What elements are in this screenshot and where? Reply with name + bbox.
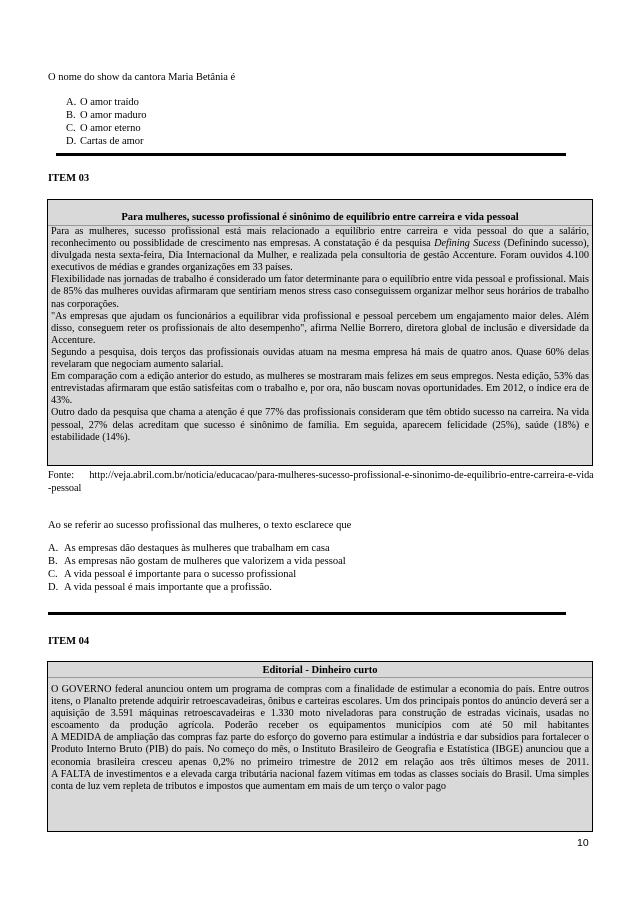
divider xyxy=(56,153,566,156)
paragraph: A MEDIDA de ampliação das compras faz parte do esforço do governo para estimular a indústria e dar subsídios para fortalecer o Produto Interno Bruto (PIB) do país. No começo do mês, o Instituto Brasileiro de Geografia e Estatística (IBGE) anunciou que a economia brasileira cresceu apenas 0,2% no primeiro trimestre de 2012 em relação aos três últimos meses de 2011. xyxy=(51,732,589,768)
item03-options xyxy=(48,542,346,594)
paragraph: Flexibilidade nas jornadas de trabalho é considerado um fator determinante para o equilíbrio entre vida pessoal e profissional. Mais de 85% das mulheres ouvidas afirmaram que sentiriam menos stress caso conseguissem organizar melhor seus horários de trabalho nas corporações. xyxy=(51,274,589,310)
paragraph: Segundo a pesquisa, dois terços das profissionais ouvidas atuam na mesma empresa há mais de quatro anos. Quase 60% delas revelaram que negociam aumento salarial. xyxy=(51,346,589,371)
option-b: B. As empresas não gostam de mulheres que valorizem a vida pessoal xyxy=(48,556,346,567)
paragraph: Em comparação com a edição anterior do estudo, as mulheres se mostraram mais felizes em seus empregos. Nesta edição, 53% das entrevistadas afirmaram que estão satisfeitas com o trabalho e, por ora, não buscam novas oportunidades. Em 2012, o índice era de 43%. xyxy=(51,371,589,407)
option-b: B. O amor maduro xyxy=(66,110,147,121)
option-a: A. O amor traído xyxy=(66,97,139,108)
item02-options xyxy=(66,96,146,148)
item02-question: O nome do show da cantora Maria Betânia é xyxy=(48,72,236,83)
paragraph: Outro dado da pesquisa que chama a atenção é que 77% das profissionais consideram que têm obtido sucesso na carreira. Na vida pessoal, 27% delas acreditam que sucesso é sinônimo de família. Em seguida, aparecem felicidade (25%), saúde (18%) e estabilidade (14%). xyxy=(51,407,589,443)
source-url: http://veja.abril.com.br/noticia/educacao/para-mulheres-sucesso-profissional-e-sinonimo-de-equilibrio-entre-carreira-e-vida-pessoal xyxy=(48,470,594,494)
page-number: 10 xyxy=(577,837,589,849)
option-c: C. O amor eterno xyxy=(66,123,141,134)
paragraph: Para as mulheres, sucesso profissional está mais relacionado a equilíbrio entre carreira e vida pessoal do que a salário, reconhecimento ou possiblidade de crescimento nas empresas. A constatação é da pesquisa Defining Sucess (Definindo sucesso), divulgada nesta sexta-feira, Dia Internacional da Mulher, e realizada pela consultoria de gestão Accenture. Foram ouvidos 4.100 executivos de médias e grandes organizações em 33 países. xyxy=(51,226,590,274)
item04-text-box xyxy=(47,661,593,832)
source-citation xyxy=(48,470,594,495)
source-label: Fonte: xyxy=(48,470,75,481)
option-a: A. As empresas dão destaques às mulheres que trabalham em casa xyxy=(48,543,330,554)
paragraph: "As empresas que ajudam os funcionários a equilibrar vida profissional e pessoal percebem um engajamento maior deles. Além disso, conseguem reter os profissionais de alto desempenho", afirma Nellie Borrero, diretora global de inclusão e diversidade da Accenture. xyxy=(51,310,589,346)
option-d: D. A vida pessoal é mais importante que a profissão. xyxy=(48,582,272,593)
item04-box-title: Editorial - Dinheiro curto xyxy=(48,662,592,678)
item03-text-box xyxy=(47,199,593,466)
item03-heading: ITEM 03 xyxy=(48,173,90,184)
item03-box-title: Para mulheres, sucesso profissional é sinônimo de equilíbrio entre carreira e vida pessoal xyxy=(48,200,592,226)
item04-box-body xyxy=(48,678,592,793)
divider xyxy=(48,612,566,615)
item03-question: Ao se referir ao sucesso profissional das mulheres, o texto esclarece que xyxy=(48,520,352,531)
option-c: C. A vida pessoal é importante para o sucesso profissional xyxy=(48,569,297,580)
item03-box-body xyxy=(48,226,592,444)
paragraph: O GOVERNO federal anunciou ontem um programa de compras com a finalidade de estimular a economia do país. Entre outros itens, o Planalto pretende adquirir retroescavadeiras, ônibus e carteiras escolares. Um dos principais pontos do anúncio deverá ser a aquisição de 3.591 máquinas retroescavadeiras e 1.330 moto niveladoras para construção de estradas vicinais, usadas no escoamento da produção agrícola. Poderão receber os equipamentos municípios com até 50 mil habitantes xyxy=(51,684,589,732)
paragraph: A FALTA de investimentos e a elevada carga tributária nacional fazem vítimas em todas as classes sociais do Brasil. Uma simples conta de luz vem repleta de tributos e impostos que aumentam em mais de um terço o valor pago xyxy=(51,768,589,792)
item04-heading: ITEM 04 xyxy=(48,636,90,647)
option-d: D. Cartas de amor xyxy=(66,136,144,147)
